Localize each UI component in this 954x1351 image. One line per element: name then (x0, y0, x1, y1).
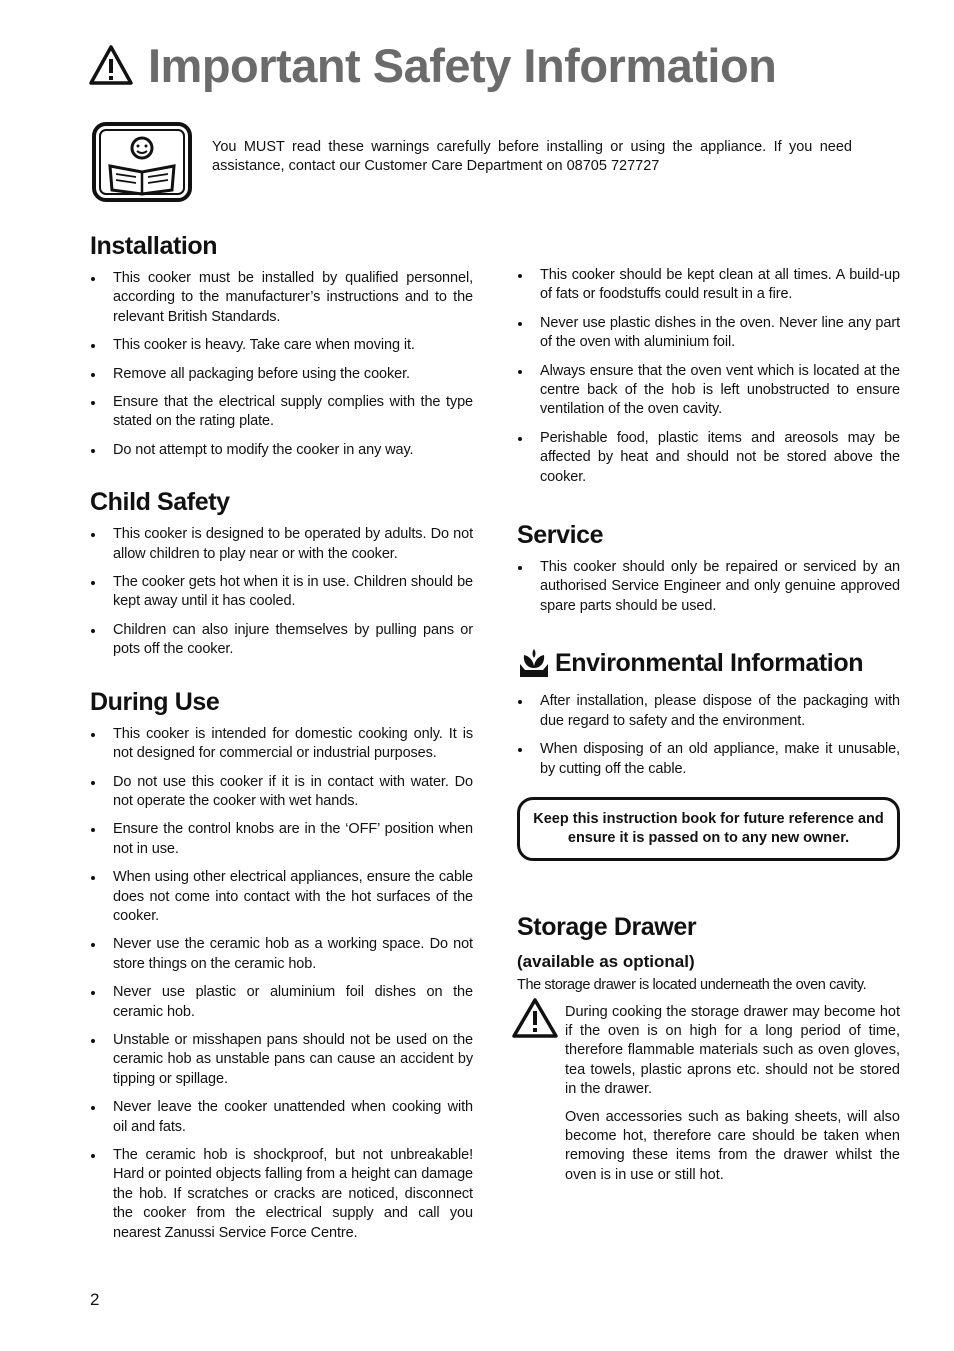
storage-warning-text (565, 1003, 900, 1194)
list-item: Never use the ceramic hob as a working space. Do not store things on the ceramic hob. (90, 935, 473, 974)
title-row (88, 38, 776, 93)
list-item: Do not attempt to modify the cooker in any way. (90, 441, 473, 460)
intro-text: You MUST read these warnings carefully before installing or using the appliance. If you need assistance, contact our Customer Care Department on 08705 727727 (212, 139, 852, 174)
list-item: This cooker must be installed by qualified personnel, according to the manufacturer’s instructions and to the relevant British Standards. (90, 269, 473, 327)
list-item: Perishable food, plastic items and areosols may be affected by heat and should not be stored above the cooker. (517, 429, 900, 487)
installation-section (90, 232, 473, 460)
environment-section (517, 646, 900, 779)
list-item: This cooker is heavy. Take care when moving it. (90, 336, 473, 355)
list-item: Children can also injure themselves by pulling pans or pots off the cooker. (90, 621, 473, 660)
service-list (517, 558, 900, 616)
storage-section (517, 913, 900, 1194)
list-item: This cooker is intended for domestic cooking only. It is not designed for commercial or industrial purposes. (90, 725, 473, 764)
during-use-section (90, 688, 473, 1243)
environment-list (517, 692, 900, 779)
storage-description: The storage drawer is located underneath the oven cavity. (517, 976, 867, 993)
child-safety-heading: Child Safety (90, 488, 230, 517)
list-item: When using other electrical appliances, ensure the cable does not come into contact with the hot surfaces of the cooker. (90, 868, 473, 926)
installation-heading: Installation (90, 232, 218, 260)
environment-heading: Environmental Information (555, 648, 864, 677)
keep-instruction-notice: Keep this instruction book for future reference and ensure it is passed on to any new owner. (517, 797, 900, 861)
left-column (90, 232, 473, 1271)
list-item: This cooker should be kept clean at all times. A build-up of fats or foodstuffs could result in a fire. (517, 266, 900, 305)
warning-paragraph: During cooking the storage drawer may become hot if the oven is on high for a long period of time, therefore flammable materials such as oven gloves, tea towels, plastic aprons etc. should not be stored in the drawer. (565, 1003, 900, 1097)
list-item: The ceramic hob is shockproof, but not unbreakable! Hard or pointed objects falling from a height can damage the hob. If scratches or cracks are noticed, disconnect the cooker from the electrical supply and call you nearest Zanussi Service Force Centre. (90, 1146, 473, 1243)
page-number: 2 (90, 1290, 100, 1309)
during-use-list (90, 725, 473, 1243)
during-use-continued (517, 266, 900, 487)
warning-triangle-icon (511, 997, 559, 1039)
warning-triangle-icon (88, 43, 134, 89)
list-item: Ensure the control knobs are in the ‘OFF’ position when not in use. (90, 820, 473, 859)
environment-header (517, 646, 900, 680)
service-heading: Service (517, 521, 604, 550)
child-safety-list (90, 525, 473, 659)
recycling-plant-icon (517, 646, 551, 680)
child-safety-section (90, 488, 473, 659)
list-item: This cooker is designed to be operated by adults. Do not allow children to play near or with the cooker. (90, 525, 473, 564)
during-use-heading: During Use (90, 687, 220, 716)
list-item: Do not use this cooker if it is in contact with water. Do not operate the cooker with wet hands. (90, 773, 473, 812)
list-item: This cooker should only be repaired or serviced by an authorised Service Engineer and only genuine approved spare parts should be used. (517, 558, 900, 616)
list-item: Remove all packaging before using the cooker. (90, 365, 473, 384)
warning-paragraph: Oven accessories such as baking sheets, will also become hot, therefore care should be taken when removing these items from the drawer whilst the oven is in use or still hot. (565, 1108, 900, 1183)
list-item: Unstable or misshapen pans should not be used on the ceramic hob as unstable pans can cause an accident by tipping or spillage. (90, 1031, 473, 1089)
list-item: Ensure that the electrical supply complies with the type stated on the rating plate. (90, 393, 473, 432)
list-item: Always ensure that the oven vent which is located at the centre back of the hob is left unobstructed to ensure ventilation of the oven cavity. (517, 362, 900, 420)
storage-heading: Storage Drawer (517, 912, 697, 941)
installation-list (90, 269, 473, 460)
list-item: Never leave the cooker unattended when cooking with oil and fats. (90, 1098, 473, 1137)
list-item: Never use plastic or aluminium foil dishes on the ceramic hob. (90, 983, 473, 1022)
read-manual-icon (92, 122, 192, 202)
storage-warning (517, 1003, 900, 1194)
service-section (517, 521, 900, 616)
storage-subheading: (available as optional) (517, 951, 695, 971)
page-title: Important Safety Information (148, 39, 777, 92)
list-item: The cooker gets hot when it is in use. Children should be kept away until it has cooled. (90, 573, 473, 612)
list-item: When disposing of an old appliance, make it unusable, by cutting off the cable. (517, 740, 900, 779)
during-use-cont-list (517, 266, 900, 487)
list-item: Never use plastic dishes in the oven. Never line any part of the oven with aluminium foil. (517, 314, 900, 353)
list-item: After installation, please dispose of the packaging with due regard to safety and the environment. (517, 692, 900, 731)
right-column (517, 266, 900, 1222)
